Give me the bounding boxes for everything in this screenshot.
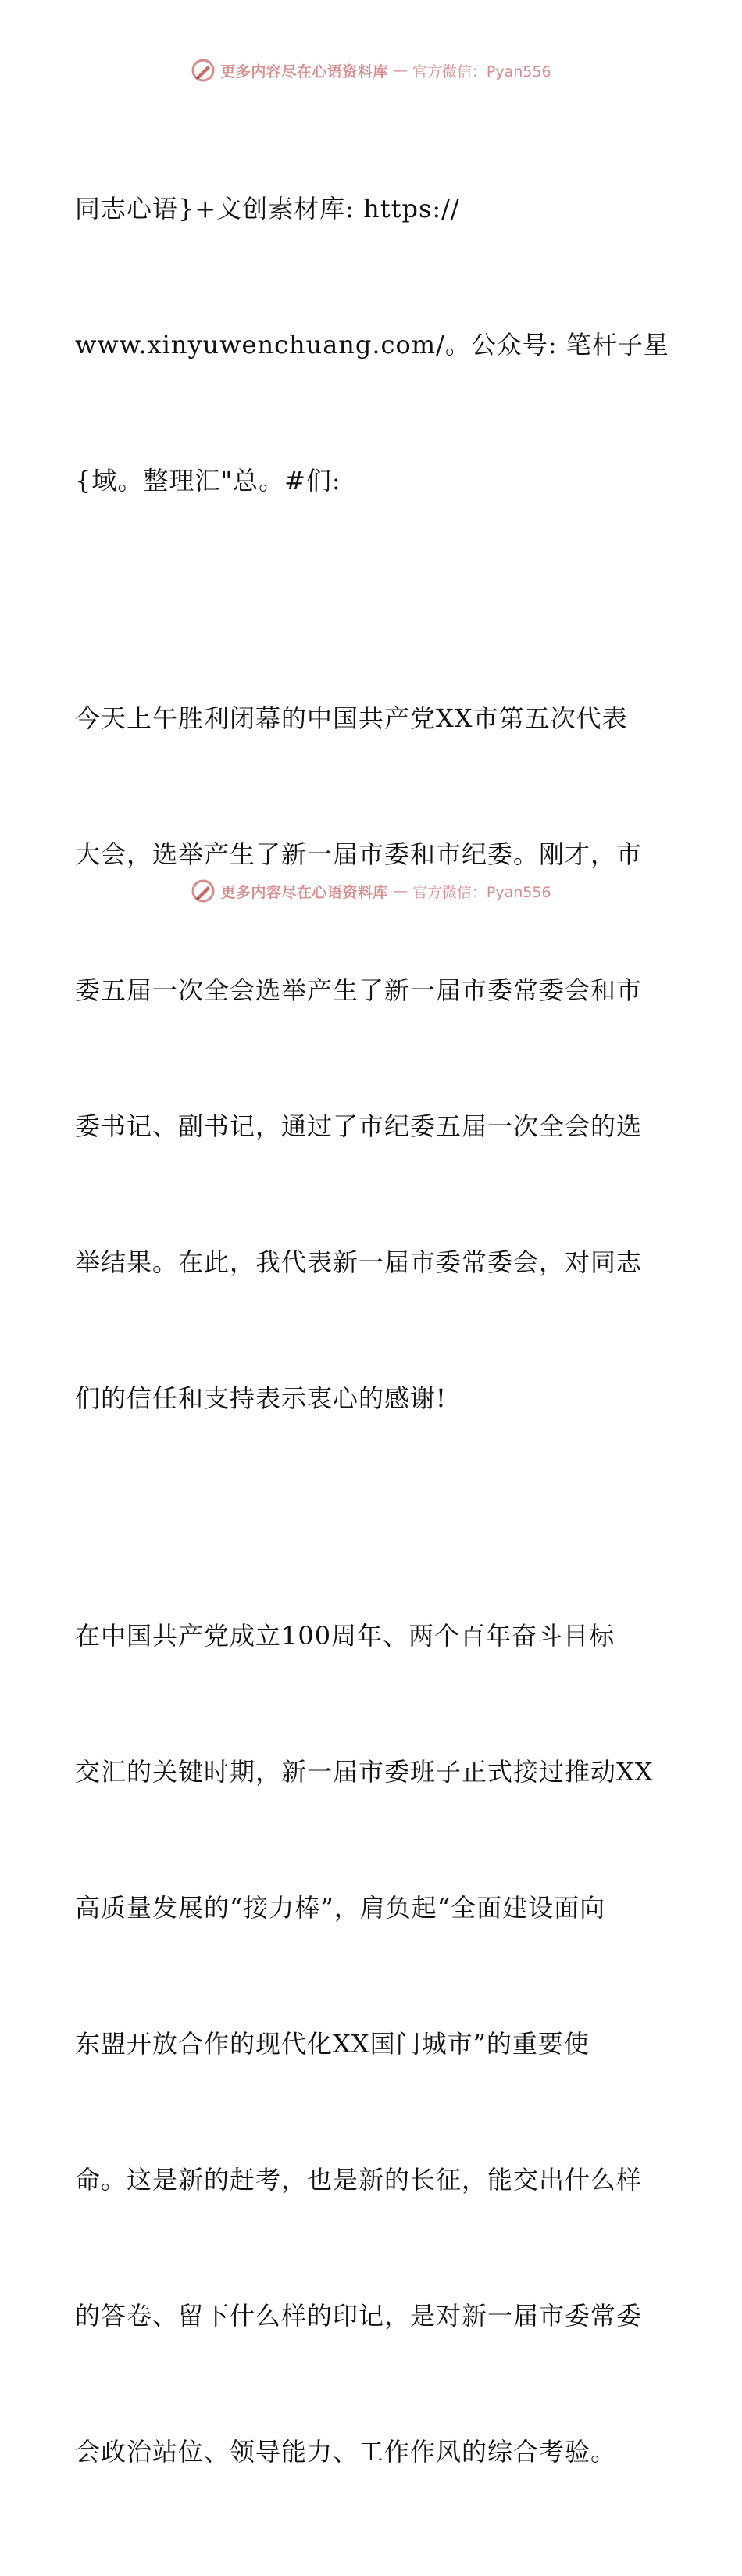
text-line: 的答卷、留下什么样的印记，是对新一届市委常委 — [75, 2301, 643, 2331]
text-line: 会政治站位、领导能力、工作作风的综合考验。 — [75, 2437, 617, 2467]
text-line: 委书记、副书记，通过了市纪委五届一次全会的选 — [75, 1111, 643, 1141]
text-line: 委五届一次全会选举产生了新一届市委常委会和市 — [75, 975, 643, 1005]
text-line: 同志心语}+文创素材库: https:// — [75, 194, 460, 224]
text-line: 交汇的关键时期，新一届市委班子正式接过推动XX — [75, 1757, 654, 1787]
text-line: 今天上午胜利闭幕的中国共产党XX市第五次代表 — [75, 703, 628, 733]
text-line: 高质量发展的“接力棒”，肩负起“全面建设面向 — [75, 1893, 606, 1923]
footer-watermark-banner — [0, 875, 742, 907]
text-line: 举结果。在此，我代表新一届市委常委会，对同志 — [75, 1247, 643, 1277]
text-line: 们的信任和支持表示衷心的感谢! — [75, 1383, 447, 1413]
paragraph-intro — [75, 95, 676, 594]
paragraph-mission — [75, 1522, 676, 2565]
text-line: 东盟开放合作的现代化XX国门城市”的重要使 — [75, 2029, 590, 2059]
text-line: www.xinyuwenchuang.com/。公众号: 笔杆子星 — [75, 330, 669, 360]
pen-logo-icon — [191, 878, 216, 903]
watermark-contact: 官方微信：Pyan556 — [412, 883, 551, 901]
paragraph-congress — [75, 605, 676, 1512]
watermark-text: 更多内容尽在心语资料库 — [220, 883, 388, 901]
document-body — [75, 95, 676, 2576]
header-watermark — [191, 58, 551, 83]
text-line: 在中国共产党成立100周年、两个百年奋斗目标 — [75, 1621, 615, 1651]
text-line: 大会，选举产生了新一届市委和市纪委。刚才，市 — [75, 839, 643, 869]
footer-watermark — [191, 878, 551, 903]
header-watermark-banner — [0, 55, 742, 86]
watermark-text: 更多内容尽在心语资料库 — [220, 63, 388, 80]
watermark-separator: — — [392, 62, 408, 79]
watermark-contact: 官方微信：Pyan556 — [412, 63, 551, 80]
text-line: {域。整理汇"总。#们: — [75, 466, 341, 496]
pen-logo-icon — [191, 58, 216, 83]
text-line: 命。这是新的赶考，也是新的长征，能交出什么样 — [75, 2165, 643, 2195]
watermark-separator: — — [392, 882, 408, 900]
